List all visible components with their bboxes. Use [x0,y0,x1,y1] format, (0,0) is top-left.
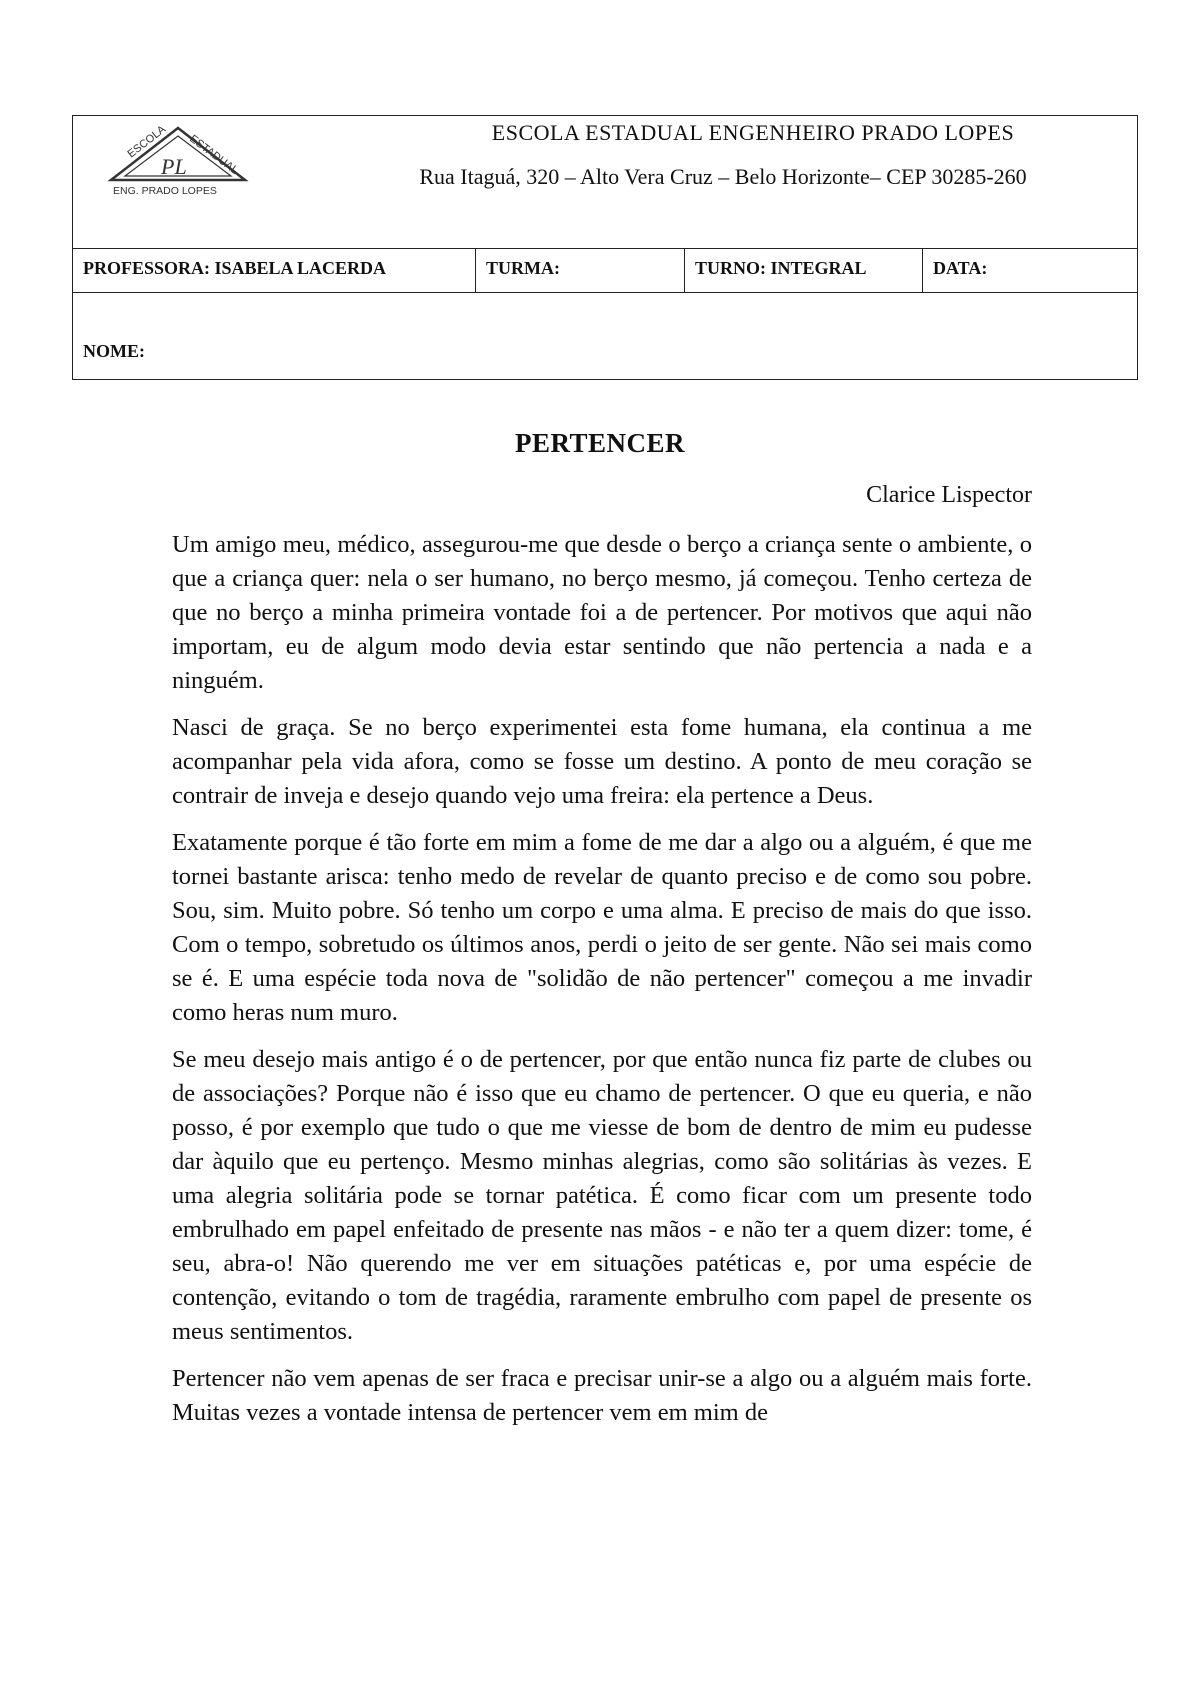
name-row[interactable] [73,293,1137,379]
class-cell[interactable]: TURMA: [476,249,685,292]
date-cell[interactable]: DATA: [933,258,988,278]
school-header-top [73,116,1137,249]
professor-cell: PROFESSORA: ISABELA LACERDA [73,249,476,292]
info-row [73,249,1137,293]
document-author: Clarice Lispector [866,482,1032,508]
paragraph: Nasci de graça. Se no berço experimentei esta fome humana, ela continua a me acompanhar pela vida afora, como se fosse um destino. A ponto de meu coração se contrair de inveja e desejo quando vejo uma freira: ela pertence a Deus. [172,714,1032,809]
school-header-table [72,115,1138,380]
logo-text-estadual: ESTADUAL [187,132,241,177]
school-address: Rua Itaguá, 320 – Alto Vera Cruz – Belo Horizonte– CEP 30285-260 [419,164,1027,189]
paragraph: Exatamente porque é tão forte em mim a fome de me dar a algo ou a alguém, é que me tornei bastante arisca: tenho medo de revelar de quanto preciso e de como sou pobre. Sou, sim. Muito pobre. Só tenho um corpo e uma alma. E preciso de mais do que isso. Com o tempo, sobretudo os últimos anos, perdi o jeito de ser gente. Não sei mais como se é. E uma espécie toda nova de "solidão de não pertencer" começou a me invadir como heras num muro. [172,829,1032,1026]
school-name: ESCOLA ESTADUAL ENGENHEIRO PRADO LOPES [491,120,1015,145]
logo-text-eng: ENG. PRADO LOPES [113,185,217,197]
document-title: PERTENCER [514,428,686,458]
logo-text-pl: PL [161,154,187,179]
school-logo [103,122,253,202]
shift-cell: TURNO: INTEGRAL [685,249,923,292]
name-label: NOME: [83,341,145,361]
logo-text-escola: ESCOLA [125,123,169,161]
paragraph: Um amigo meu, médico, assegurou-me que desde o berço a criança sente o ambiente, o que a criança quer: nela o ser humano, no berço mesmo, já começou. Tenho certeza de que no berço a minha primeira vontade foi a de pertencer. Por motivos que aqui não importam, eu de algum modo devia estar sentindo que não pertencia a nada e a ninguém. [172,531,1032,694]
paragraph: Pertencer não vem apenas de ser fraca e precisar unir-se a algo ou a alguém mais forte. Muitas vezes a vontade intensa de pertencer vem em mim de [172,1365,1032,1426]
paragraph: Se meu desejo mais antigo é o de pertencer, por que então nunca fiz parte de clubes ou de associações? Porque não é isso que eu chamo de pertencer. O que eu queria, e não posso, é por exemplo que tudo o que me viesse de bom de dentro de mim eu pudesse dar àquilo que eu pertenço. Mesmo minhas alegrias, como são solitárias às vezes. E uma alegria solitária pode se tornar patética. É como ficar com um presente todo embrulhado em papel enfeitado de presente nas mãos - e não ter a quem dizer: tome, é seu, abra-o! Não querendo me ver em situações patéticas e, por uma espécie de contenção, evitando o tom de tragédia, raramente embrulho com papel de presente os meus sentimentos. [172,1046,1032,1345]
document-body [172,528,1032,1443]
